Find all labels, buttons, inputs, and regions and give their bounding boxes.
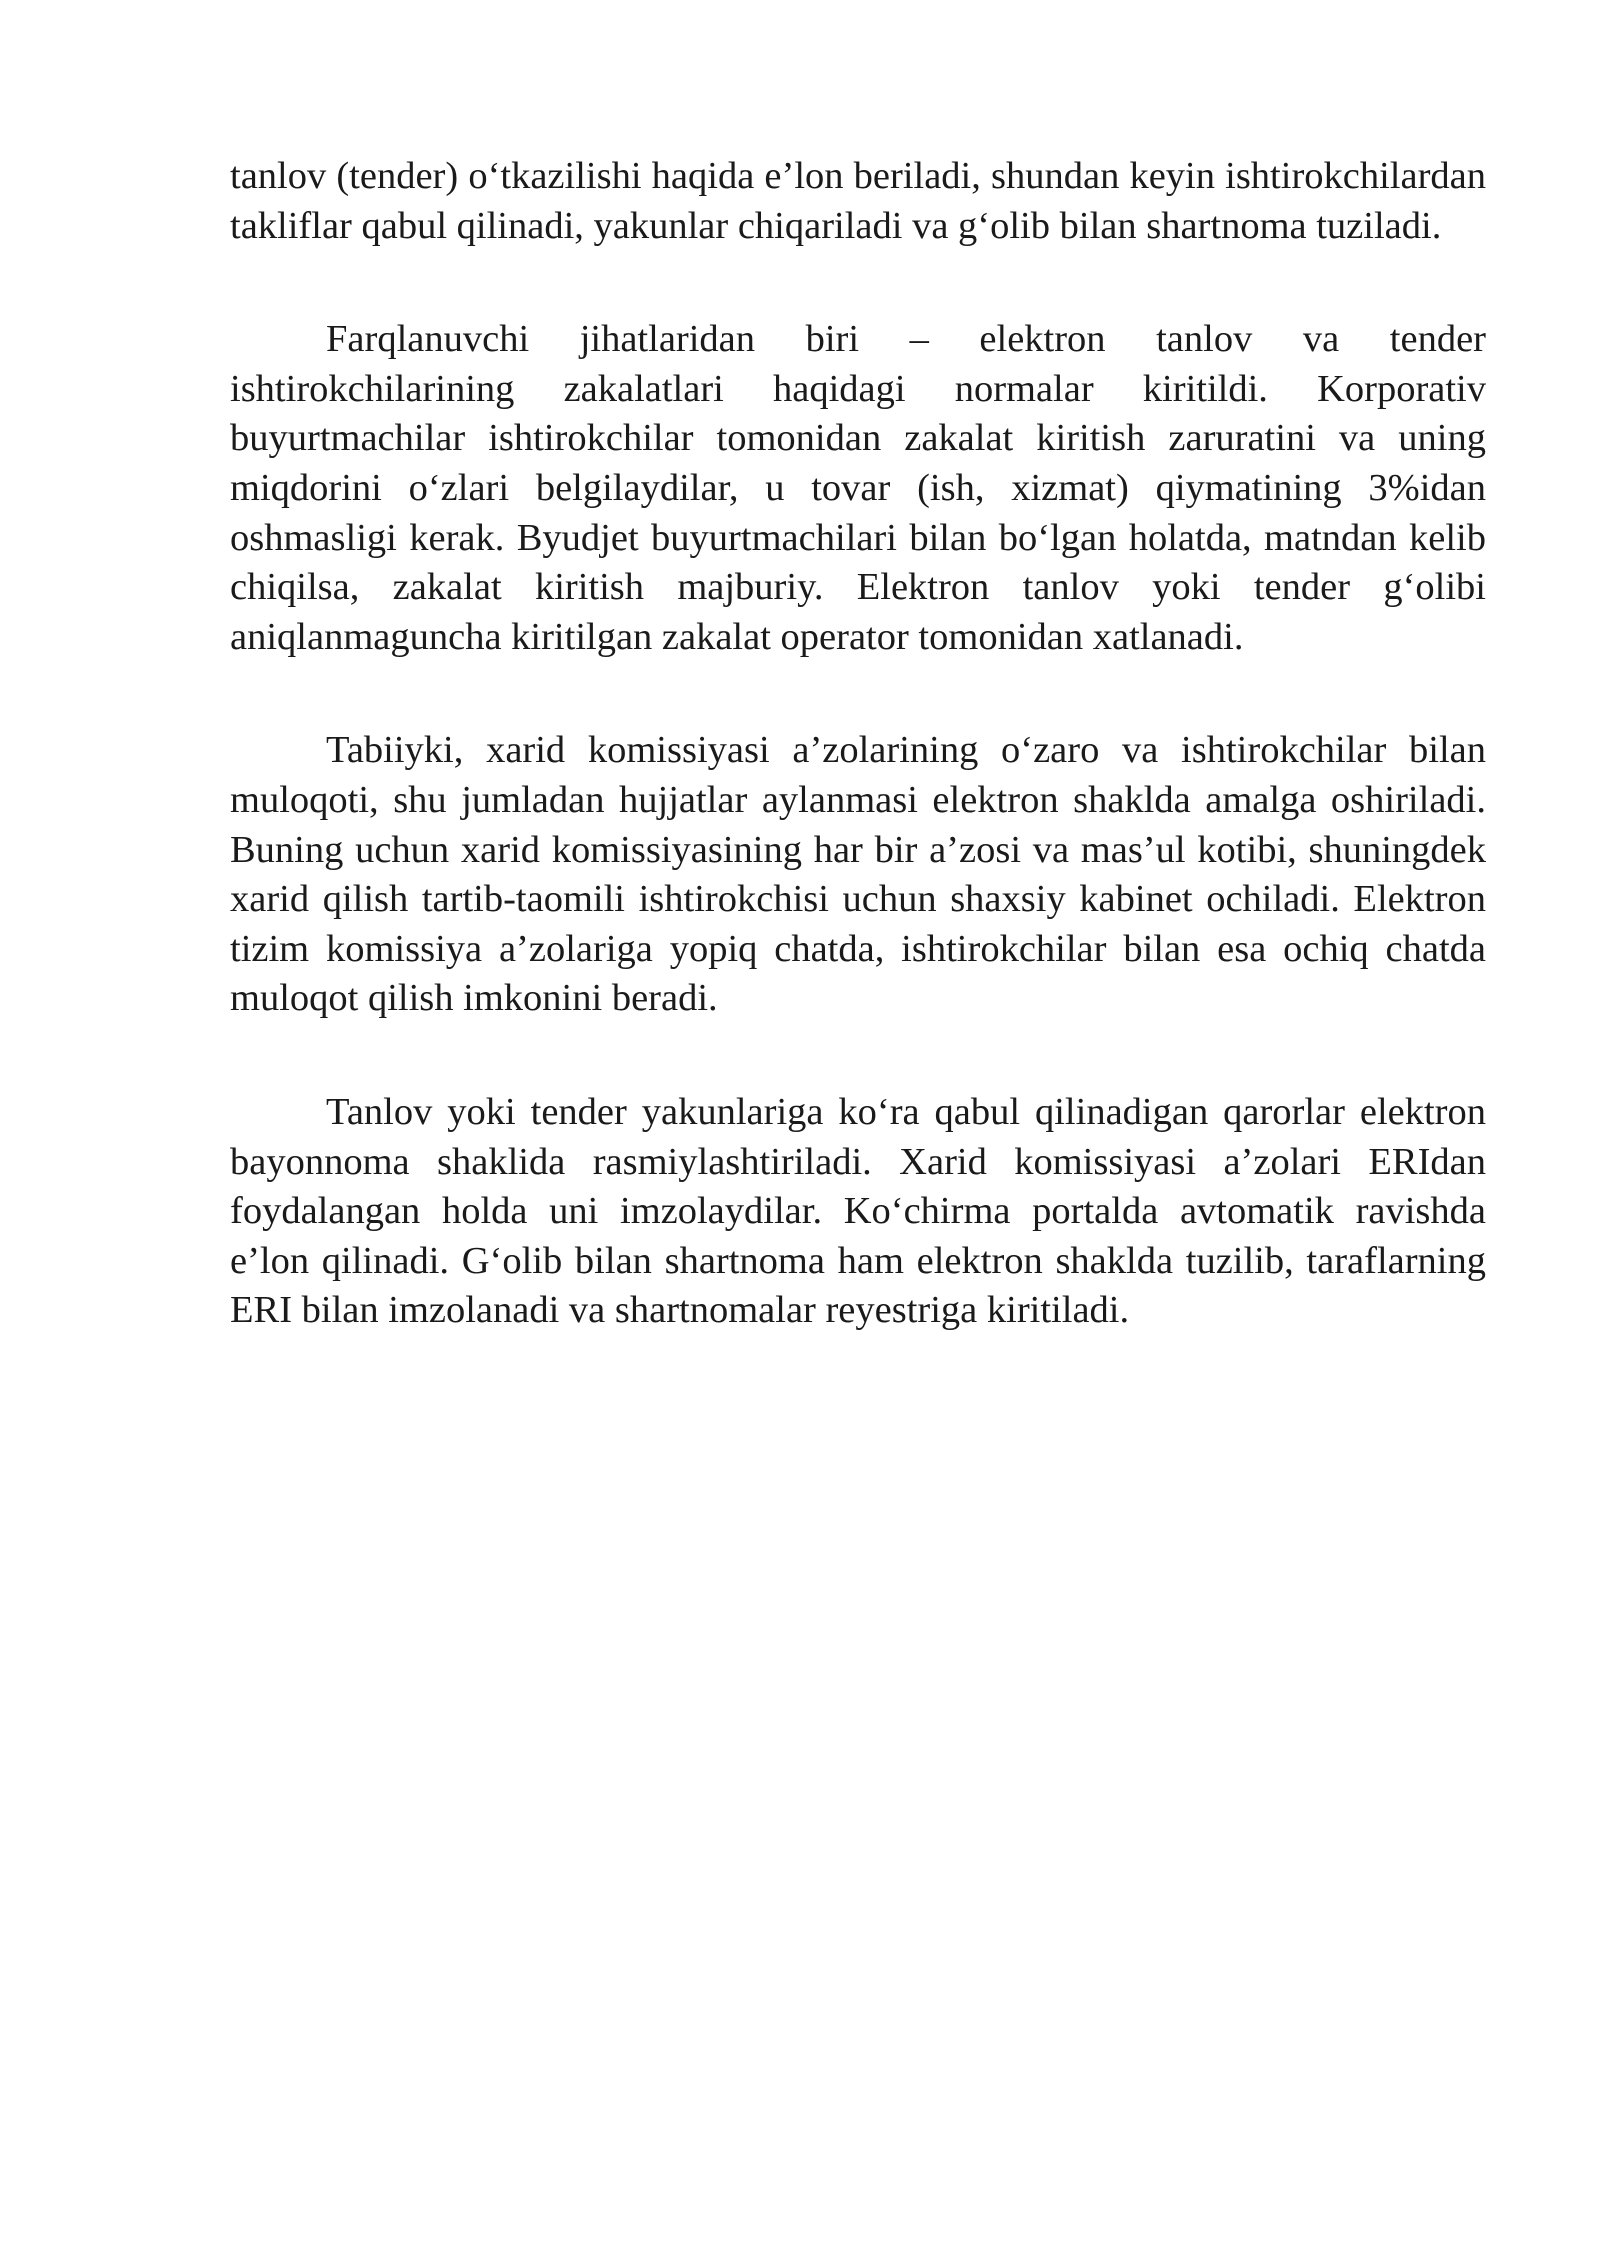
paragraph-results: Tanlov yoki tender yakunlariga ko‘ra qabul qilinadigan qarorlar elektron bayonnoma shaklida rasmiylashtiriladi. Xarid komissiyasi a’zolari ERIdan foydalangan holda uni imzolaydilar. Ko‘chirma portalda avtomatik ravishda e’lon qilinadi. G‘olib bilan shartnoma ham elektron shakldа tuzilib, taraflarning ERI bilan imzolanadi va shartnomalar reyestriga kiritiladi. xyxy=(230,1090,1486,1332)
paragraph-communication: Tabiiyki, xarid komissiyasi a’zolarining o‘zaro va ishtirokchilar bilan muloqoti, shu jumladan hujjatlar aylanmasi elektron shakldа amalga oshiriladi. Buning uchun xarid komissiyasining har bir a’zosi va mas’ul kotibi, shuningdek xarid qilish tartib-taomili ishtirokchisi uchun shaxsiy kabinet ochiladi. Elektron tizim komissiya a’zolariga yopiq chatda, ishtirokchilar bilan esa ochiq chatda muloqot qilish imkonini beradi. xyxy=(230,729,1486,1020)
document-body xyxy=(230,152,1486,1336)
paragraph-continuation: tanlov (tender) o‘tkazilishi haqida e’lon beriladi, shundan keyin ishtirokchilardan takliflar qabul qilinadi, yakunlar chiqariladi va g‘olib bilan shartnoma tuziladi. xyxy=(230,155,1486,247)
paragraph-deposits: Farqlanuvchi jihatlaridan biri – elektron tanlov va tender ishtirokchilarining zakalatlari haqidagi normalar kiritildi. Korporativ buyurtmachilar ishtirokchilar tomonidan zakalat kiritish zaruratini va uning miqdorini o‘zlari belgilaydilar, u tovar (ish, xizmat) qiymatining 3%idan oshmasligi kerak. Byudjet buyurtmachilari bilan bo‘lgan holatda, matndan kelib chiqilsa, zakalat kiritish majburiy. Elektron tanlov yoki tender g‘olibi aniqlanmaguncha kiritilgan zakalat operator tomonidan xatlanadi. xyxy=(230,318,1486,658)
